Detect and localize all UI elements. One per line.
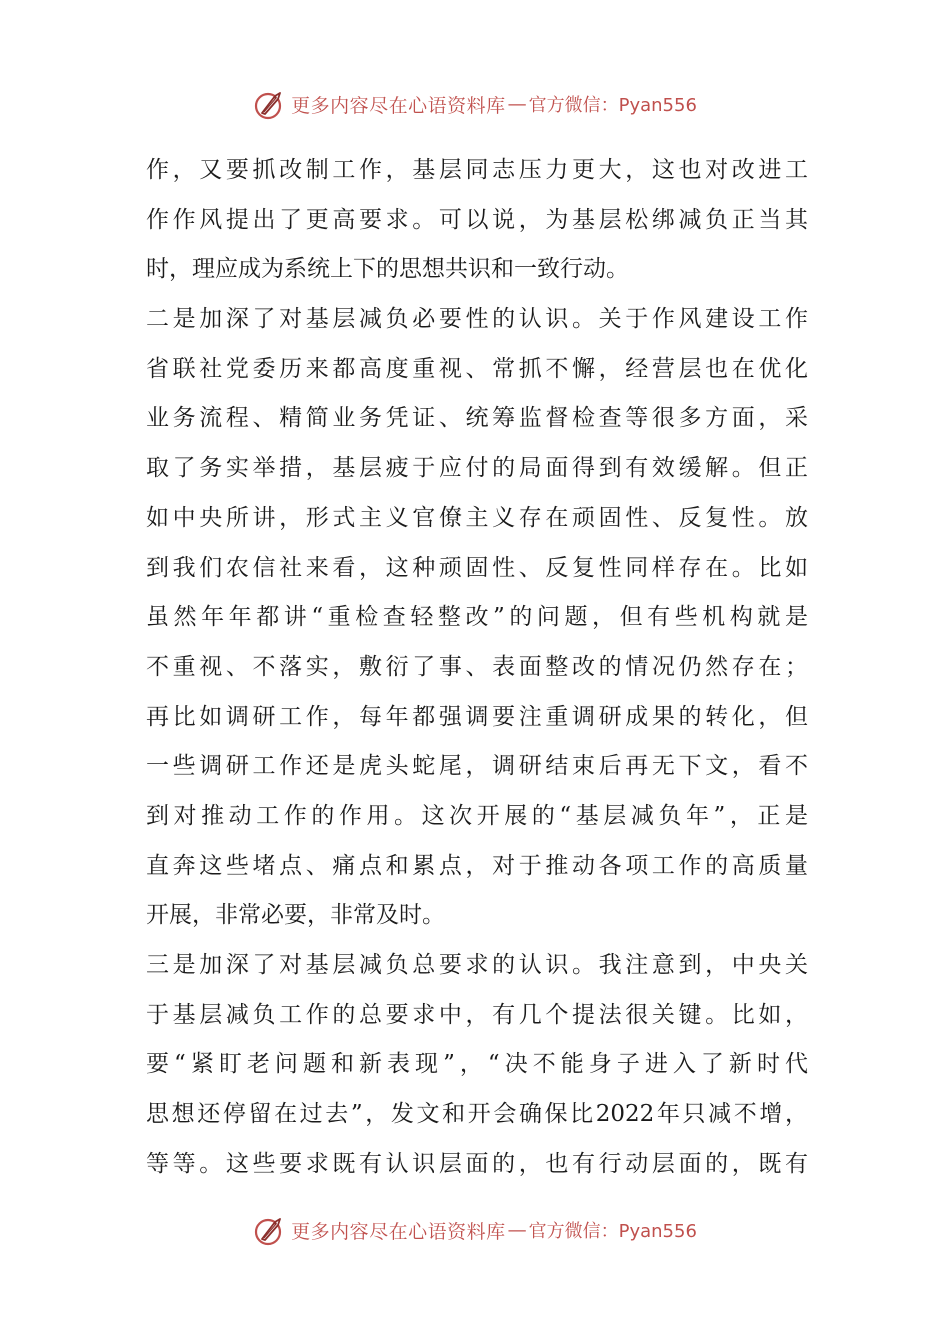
body-line: 三是加深了对基层减负总要求的认识。我注意到，中央关 xyxy=(146,952,808,978)
footer-wechat-text: 官方微信：Pyan556 xyxy=(528,1221,697,1242)
body-line: 开展，非常必要，非常及时。 xyxy=(146,902,445,929)
body-line: 作作风提出了更高要求。可以说，为基层松绑减负正当其 xyxy=(146,206,808,233)
body-line: 于基层减负工作的总要求中，有几个提法很关键。比如， xyxy=(146,1001,808,1028)
body-line: 作，又要抓改制工作，基层同志压力更大，这也对改进工 xyxy=(146,157,808,183)
pen-nib-logo-icon xyxy=(253,1213,287,1247)
body-line: 一些调研工作还是虎头蛇尾，调研结束后再无下文，看不 xyxy=(146,753,808,780)
body-line: 直奔这些堵点、痛点和累点，对于推动各项工作的高质量 xyxy=(146,852,808,879)
body-line: 时，理应成为系统上下的思想共识和一致行动。 xyxy=(146,256,629,283)
document-body xyxy=(146,146,808,1189)
body-line: 思想还停留在过去”，发文和开会确保比2022年只减不增， xyxy=(146,1101,808,1128)
body-line: 业务流程、精简业务凭证、统筹监督检查等很多方面，采 xyxy=(146,405,808,432)
body-line: 二是加深了对基层减负必要性的认识。关于作风建设工作 xyxy=(146,306,808,333)
body-line: 到我们农信社来看，这种顽固性、反复性同样存在。比如 xyxy=(146,554,808,581)
pen-nib-logo-icon xyxy=(253,87,287,121)
body-line: 要“紧盯老问题和新表现”，“决不能身子进入了新时代 xyxy=(146,1051,808,1078)
body-line: 不重视、不落实，敷衍了事、表面整改的情况仍然存在； xyxy=(146,653,808,680)
body-line: 再比如调研工作，每年都强调要注重调研成果的转化，但 xyxy=(146,703,808,730)
footer-separator: — xyxy=(507,1219,527,1241)
body-line: 等等。这些要求既有认识层面的，也有行动层面的，既有 xyxy=(146,1150,808,1177)
header-watermark-banner xyxy=(0,82,950,126)
body-line: 省联社党委历来都高度重视、常抓不懈，经营层也在优化 xyxy=(146,355,808,382)
footer-site-text: 更多内容尽在心语资料库 xyxy=(291,1220,506,1243)
header-site-text: 更多内容尽在心语资料库 xyxy=(291,94,506,117)
body-line: 取了务实举措，基层疲于应付的局面得到有效缓解。但正 xyxy=(146,455,808,482)
header-separator: — xyxy=(507,93,527,115)
body-line: 到对推动工作的作用。这次开展的“基层减负年”，正是 xyxy=(146,802,808,829)
header-wechat-text: 官方微信：Pyan556 xyxy=(528,95,697,116)
body-line: 虽然年年都讲“重检查轻整改”的问题，但有些机构就是 xyxy=(146,604,808,631)
body-line: 如中央所讲，形式主义官僚主义存在顽固性、反复性。放 xyxy=(146,504,808,531)
footer-watermark-banner xyxy=(0,1208,950,1252)
